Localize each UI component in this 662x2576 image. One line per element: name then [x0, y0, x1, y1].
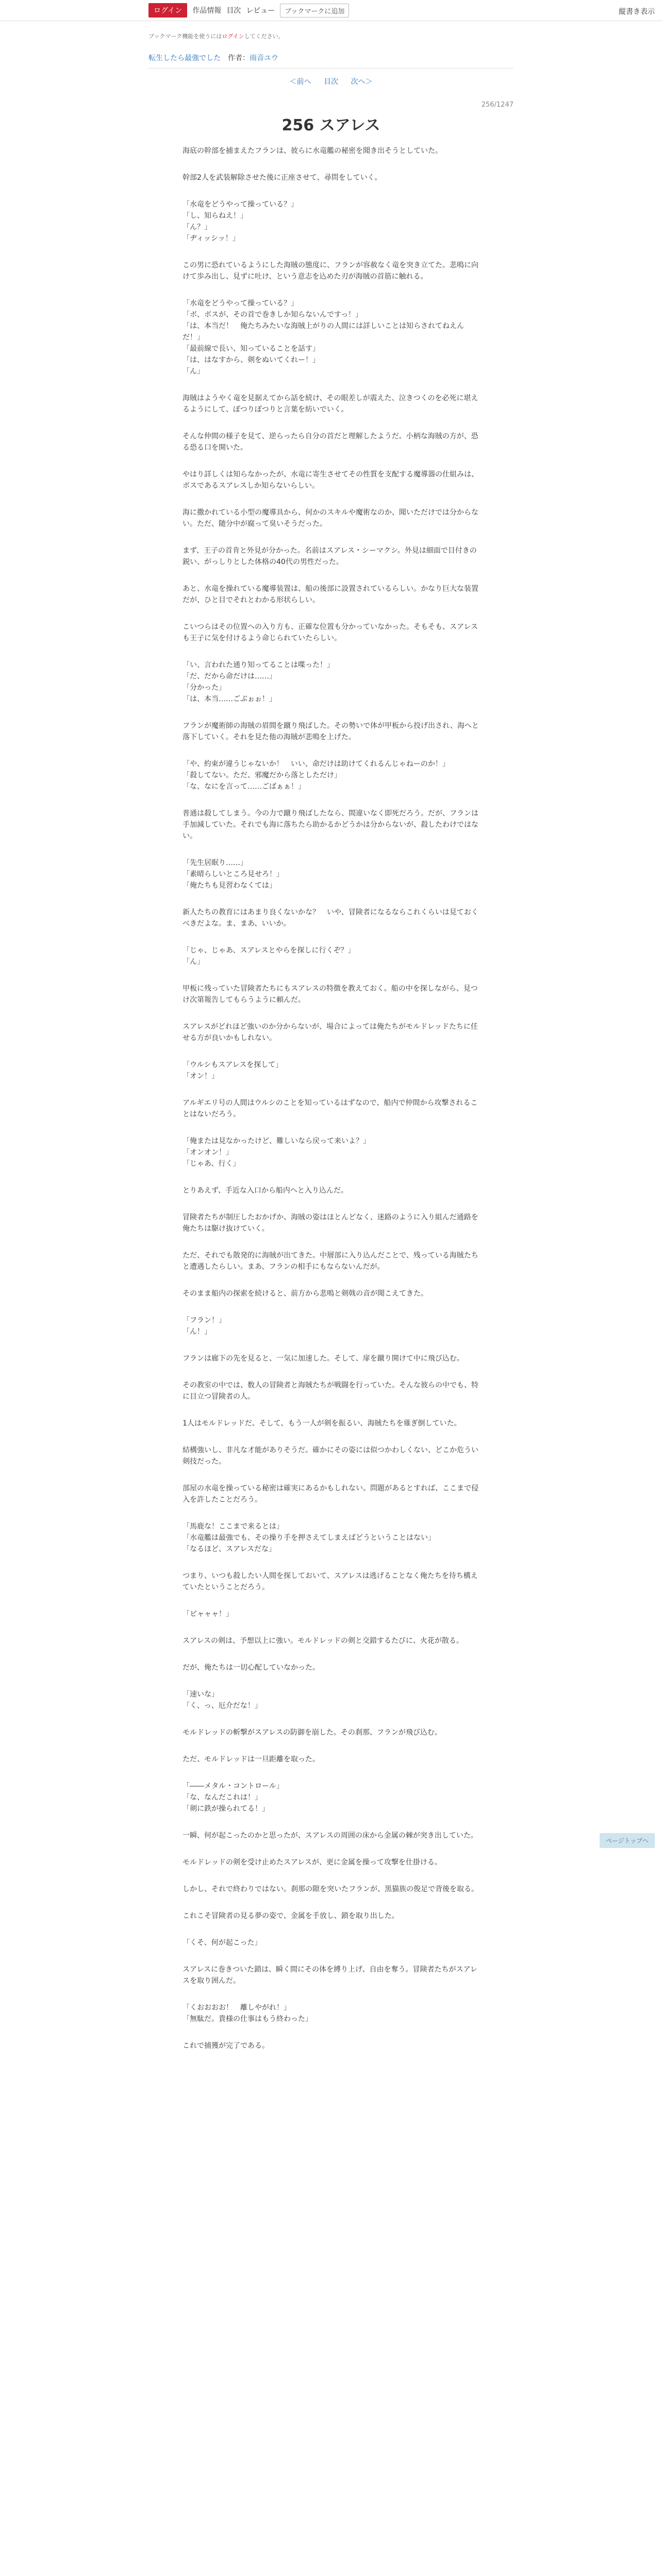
- body-paragraph: これで捕獲が完了である。: [183, 2042, 269, 2050]
- nav-item-info[interactable]: 作品情報: [192, 7, 222, 15]
- body-paragraph: だが、俺たちは一切心配していなかった。: [183, 1664, 320, 1672]
- body-paragraph: 「馬鹿な！ここまで来るとは」 「水竜艦は最強でも、その操り手を押さえてしまえばどうということはない」 「なるほど、スアレスだな」: [183, 1522, 435, 1553]
- body-paragraph: こいつらはその位置への入り方も、正確な位置も分かっていなかった。そもそも、スアレスも王子に気を付けるよう命じられていたらしい。: [183, 623, 478, 642]
- episode-nav-top: [0, 76, 662, 87]
- body-paragraph: モルドレッドの斬撃がスアレスの防御を崩した。その刹那、フランが飛び込む。: [183, 1728, 442, 1737]
- body-paragraph: まず、王子の首肯と外見が分かった。名前はスアレス・シーマクシ。外見は細面で目付きの鋭い、がっしりとした体格の40代の男性だった。: [183, 547, 477, 566]
- body-paragraph: とりあえず、手近な入口から船内へと入り込んだ。: [183, 1187, 348, 1195]
- login-button[interactable]: ログイン: [148, 3, 187, 18]
- nav-item-toc[interactable]: 目次: [226, 7, 241, 15]
- body-paragraph: フランは廊下の先を見ると、一気に加速した。そして、扉を蹴り開けて中に飛び込む。: [183, 1354, 464, 1363]
- author-link[interactable]: 雨音ユウ: [250, 54, 278, 62]
- body-paragraph: 海に撒かれている小型の魔導具から、何かのスキルや魔術なのか、聞いただけでは分からない。ただ、随分中が腐って臭いそうだった。: [183, 509, 478, 528]
- body-paragraph: 「じゃ、じゃあ、スアレスとやらを探しに行くぞ？」 「ん」: [183, 946, 355, 966]
- body-paragraph: 幹部2人を武装解除させた後に正座させて、尋問をしていく。: [183, 174, 382, 182]
- body-paragraph: その教室の中では、数人の冒険者と海賊たちが戦闘を行っていた。そんな彼らの中でも、特に目立つ冒険者の人。: [183, 1381, 478, 1401]
- body-paragraph: そのまま船内の探索を続けると、前方から悲鳴と剣戟の音が聞こえてきた。: [183, 1290, 428, 1298]
- body-paragraph: これこそ冒険者の見る夢の姿で、金属を手放し、鎖を取り出した。: [183, 1912, 399, 1920]
- body-paragraph: ただ、それでも散発的に海賊が出てきた。中層部に入り込んだことで、残っている海賊たちと遭遇したらしい。まあ、フランの相手にもならないんだが。: [183, 1251, 478, 1271]
- page-top-button[interactable]: ページトップへ: [600, 1833, 655, 1848]
- body-paragraph: やはり詳しくは知らなかったが、水竜に寄生させてその性質を支配する魔導器の仕組みは、ボスであるスアレスしか知らないらしい。: [183, 470, 478, 490]
- body-paragraph: スアレスの剣は、予想以上に強い。モルドレッドの剣と交錯するたびに、火花が散る。: [183, 1637, 464, 1645]
- body-paragraph: 普通は殺してしまう。今の力で蹴り飛ばしたなら、間違いなく即死だろう。だが、フランは手加減していた。それでも海に落ちたら助かるかどうかは分からないが、殺したわけではない。: [183, 809, 478, 840]
- body-paragraph: 「ピャャャ！」: [183, 1610, 233, 1618]
- episode-title: 256 スアレス: [282, 116, 380, 134]
- page-count: 256/1247: [481, 101, 514, 109]
- body-paragraph: 甲板に残っていた冒険者たちにもスアレスの特徴を教えておく。船の中を探しながら、見つけ次第報告してもらうように頼んだ。: [183, 985, 478, 1004]
- body-paragraph: 一瞬、何が起こったのかと思ったが、スアレスの周囲の床から金属の棘が突き出していた。: [183, 1832, 478, 1840]
- series-title-link[interactable]: 転生したら最強でした: [148, 54, 221, 62]
- notice-prefix: ブックマーク機能を使うには: [148, 33, 222, 40]
- vertical-view-link[interactable]: 縦書き表示: [619, 8, 655, 16]
- body-paragraph: 「や、約束が違うじゃないか！ いい、命だけは助けてくれるんじゃねーのか！」 「殺してない。ただ、邪魔だから落としただけ」 「な、なにを言って……ごばぁぁ！」: [183, 760, 450, 791]
- body-paragraph: 部屋の水竜を操っている秘密は確実にあるかもしれない。問題があるとすれば、ここまで侵入を許したことだろう。: [183, 1484, 478, 1504]
- body-paragraph: 「速いな」 「く、っ、厄介だな！」: [183, 1690, 262, 1710]
- series-info: [148, 53, 278, 63]
- body-paragraph: ただ、モルドレッドは一旦距離を取った。: [183, 1755, 320, 1764]
- body-paragraph: 1人はモルドレッドだ。そして、もう一人が剣を振るい、海賊たちを薙ぎ倒していた。: [183, 1419, 461, 1428]
- bookmark-add-button[interactable]: ブックマークに追加: [280, 4, 349, 18]
- body-paragraph: アルギエリ号の人間はウルシのことを知っているはずなので、船内で仲間から攻撃されることはないだろう。: [183, 1099, 478, 1118]
- body-paragraph: 海底の幹部を捕まえたフランは、彼らに水竜艦の秘密を聞き出そうとしていた。: [183, 147, 442, 155]
- divider: [148, 68, 514, 69]
- body-paragraph: この男に恐れているようにした海賊の態度に、フランが容赦なく竜を突き立てた。悲鳴に向けて歩み出し、見ずに吐け、という意志を込めた刃が海賊の首筋に触れる。: [183, 261, 478, 281]
- body-paragraph: つまり、いつも殺したい人間を探しておいて、スアレスは逃げることなく俺たちを待ち構えていたということだろう。: [183, 1572, 478, 1591]
- body-paragraph: 「フラン！」 「ん！」: [183, 1316, 226, 1336]
- body-paragraph: 「ウルシもスアレスを探して」 「オン！」: [183, 1061, 283, 1080]
- body-paragraph: 「水竜をどうやって操っている？」 「し、知らねえ！」 「ん？」 「ヂィッシッ！」: [183, 200, 298, 243]
- body-paragraph: 海賊はようやく竜を見据えてから話を続け、その眼差しが震えた、泣きつくのを必死に堪えるようにして、ぽつりぽつりと言葉を紡いでいく。: [183, 394, 478, 414]
- body-paragraph: そんな仲間の様子を見て、逆らったら自分の首だと理解したようだ。小柄な海賊の方が、恐る恐る口を開いた。: [183, 432, 478, 452]
- prev-link[interactable]: ＜前へ: [289, 78, 311, 86]
- notice-login-link[interactable]: ログイン: [222, 33, 244, 40]
- body-paragraph: 「――メタル・コントロール」 「な、なんだこれは！」 「剣に鉄が操られてる！」: [183, 1782, 284, 1813]
- body-paragraph: 新人たちの教育にはあまり良くないかな？ いや、冒険者になるならこれくらいは見ておくべきだよな。ま、まあ、いいか。: [183, 908, 478, 928]
- body-paragraph: フランが魔術師の海賊の眉間を蹴り飛ばした。その勢いで体が甲板から投げ出され、海へと落下していく。それを見た他の海賊が悲鳴を上げた。: [183, 722, 479, 741]
- body-paragraph: スアレスがどれほど強いのか分からないが、場合によっては俺たちがモルドレッドたちに任せる方が良いかもしれない。: [183, 1023, 478, 1042]
- body-paragraph: 「い、言われた通り知ってることは喋った！」 「だ、だから命だけは……」 「分かった」 「は、本当……ごぶぉぉ！」: [183, 661, 334, 703]
- body-paragraph: しかし、それで終わりではない。刹那の隙を突いたフランが、黒猫族の俊足で背後を取る。: [183, 1885, 478, 1893]
- body-paragraph: 「俺または見なかったけど、難しいなら戻って来いよ？」 「オンオン！」 「じゃあ、行く」: [183, 1137, 370, 1168]
- episode-body: [183, 145, 482, 2067]
- body-paragraph: 冒険者たちが制圧したおかげか、海賊の姿はほとんどなく、迷路のように入り組んだ通路を俺たちは駆け抜けていく。: [183, 1213, 478, 1233]
- bookmark-notice: [148, 32, 284, 40]
- toc-link[interactable]: 目次: [324, 78, 338, 86]
- body-paragraph: 結構強いし、非凡な才能がありそうだ。確かにその姿には似つかわしくない、どこか危うい剣技だった。: [183, 1446, 478, 1466]
- next-link[interactable]: 次へ＞: [351, 78, 373, 86]
- body-paragraph: あと、水竜を操れている魔導装置は、船の後部に設置されているらしい。かなり巨大な装置だが、ひと目でそれとわかる形状らしい。: [183, 585, 478, 604]
- body-paragraph: 「水竜をどうやって操っている？」 「ボ、ボスが、その首で巻きしか知らないんですっ！」 「は、本当だ！ 俺たちみたいな海賊上がりの人間には詳しいことは知らされてねえんだ！」 「最前線で長い、知っていることを話す」 「は、はなすから、剣をぬいてくれー！」 「ん」: [183, 299, 464, 376]
- header: [0, 0, 662, 21]
- body-paragraph: 「くおおおお！ 離しやがれ！」 「無駄だ。貴様の仕事はもう終わった」: [183, 2004, 312, 2023]
- body-paragraph: 「くそ、何が起こった」: [183, 1939, 262, 1947]
- notice-suffix: してください。: [244, 33, 284, 40]
- body-paragraph: モルドレッドの剣を受け止めたスアレスが、更に金属を操って攻撃を仕掛ける。: [183, 1858, 442, 1867]
- author-label: 作者：: [228, 54, 250, 62]
- body-paragraph: スアレスに巻きついた鎖は、瞬く間にその体を縛り上げ、自由を奪う。冒険者たちがスアレスを取り囲んだ。: [183, 1965, 477, 1985]
- body-paragraph: 「先生居眠り……」 「素晴らしいところ見せろ！」 「俺たちも見習わなくては」: [183, 859, 284, 890]
- nav-item-review[interactable]: レビュー: [246, 7, 275, 15]
